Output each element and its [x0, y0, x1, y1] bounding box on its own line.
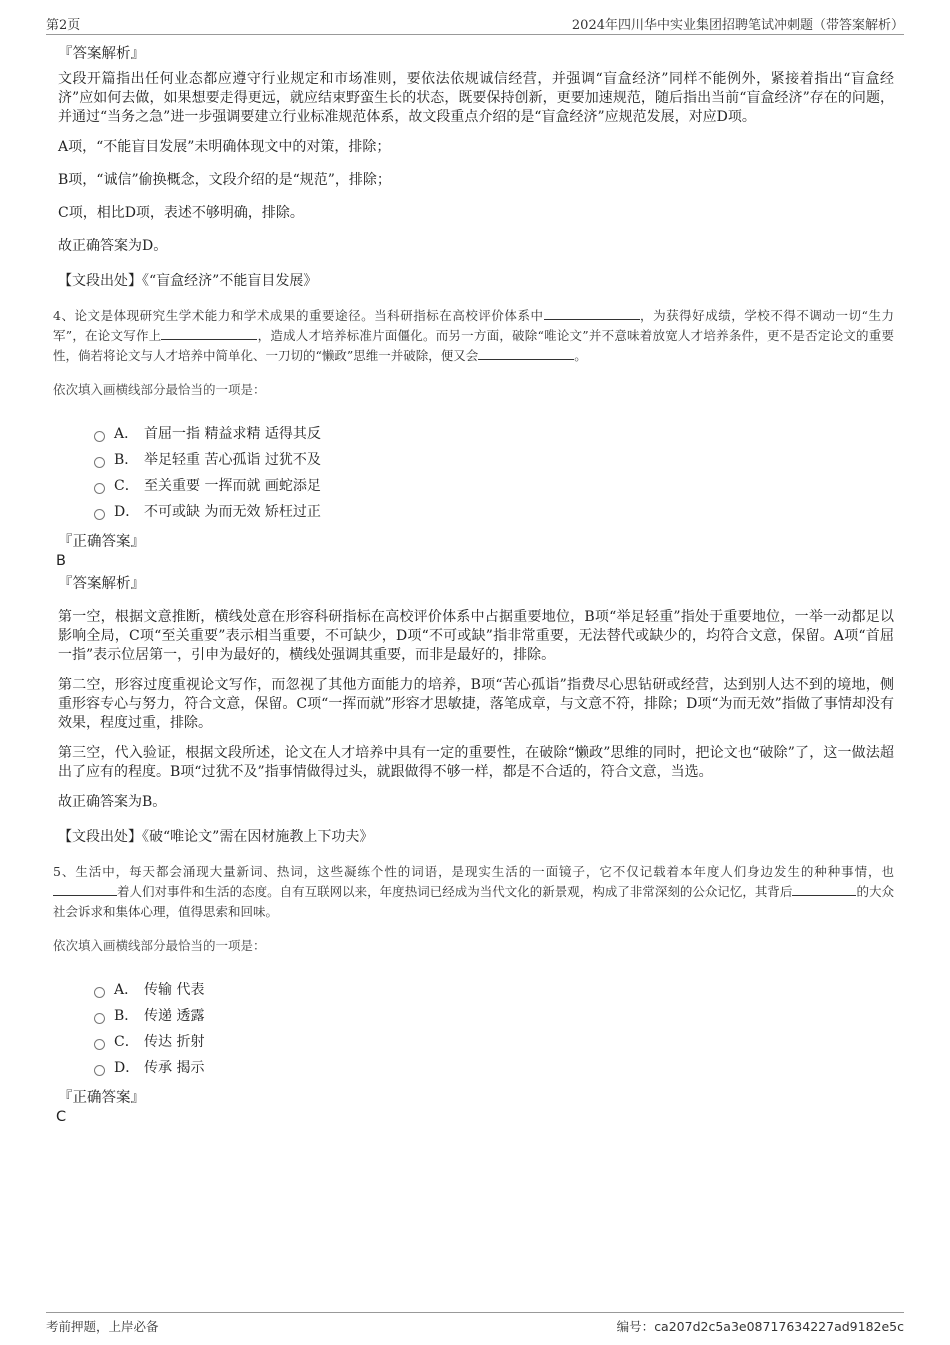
q5-prompt: 依次填入画横线部分最恰当的一项是：	[53, 938, 266, 953]
q4-stem-part-4: 。	[574, 348, 587, 363]
option-letter: C．	[114, 478, 139, 494]
footer-code-label: 编号：	[616, 1319, 655, 1334]
q4-blank-3	[478, 347, 574, 360]
q4-option-a[interactable]	[94, 420, 894, 446]
radio-icon[interactable]	[94, 1065, 105, 1076]
q4-option-b[interactable]	[94, 446, 894, 472]
q4-analysis-conclusion: 故正确答案为B。	[58, 794, 167, 810]
radio-icon[interactable]	[94, 457, 105, 468]
q4-option-d[interactable]	[94, 498, 894, 524]
option-letter: A．	[114, 982, 139, 998]
q3-analysis-conclusion: 故正确答案为D。	[58, 238, 168, 254]
q4-options	[94, 420, 894, 524]
q3-analysis-paragraph: 文段开篇指出任何业态都应遵守行业规定和市场准则，要依法依规诚信经营，并强调“盲盒经济”同样不能例外，紧接着指出“盲盒经济”应如何去做，如果想要走得更远，就应结束野蛮生长的状态，既要保持创新，更要加速规范，随后指出当前“盲盒经济”存在的问题，并通过“当务之急”进一步强调要建立行业标准规范体系，故文段重点介绍的是“盲盒经济”应规范发展，对应D项。	[58, 71, 894, 125]
q4-source: 【文段出处】《破“唯论文”需在因材施教上下功夫》	[58, 829, 374, 845]
q5-correct-answer: C	[56, 1109, 67, 1125]
q3-analysis-option-a: A项，“不能盲目发展”未明确体现文中的对策，排除；	[58, 139, 391, 155]
q5-correct-label: 『正确答案』	[58, 1090, 145, 1106]
q4-analysis-blank-1: 第一空，根据文意推断，横线处意在形容科研指标在高校评价体系中占据重要地位，B项“举足轻重”指处于重要地位，一举一动都足以影响全局，C项“至关重要”表示相当重要，不可缺少，D项“不可或缺”指非常重要，无法替代或缺少的，均符合文意，保留。A项“首屈一指”表示位居第一，引申为最好的，横线处强调其重要，而非是最好的，排除。	[58, 609, 894, 663]
page-footer	[46, 1312, 904, 1337]
footer-slogan: 考前押题，上岸必备	[46, 1319, 159, 1334]
radio-icon[interactable]	[94, 431, 105, 442]
q5-option-b[interactable]	[94, 1002, 894, 1028]
q5-options	[94, 976, 894, 1080]
q4-prompt: 依次填入画横线部分最恰当的一项是：	[53, 382, 266, 397]
q5-stem	[53, 862, 894, 922]
q3-source: 【文段出处】《“盲盒经济”不能盲目发展》	[58, 273, 318, 289]
q3-analysis-option-b: B项，“诚信”偷换概念，文段介绍的是“规范”，排除；	[58, 172, 391, 188]
option-letter: C．	[114, 1034, 139, 1050]
q3-analysis-option-c: C项，相比D项，表述不够明确，排除。	[58, 205, 304, 221]
document-title: 2024年四川华中实业集团招聘笔试冲刺题（带答案解析）	[571, 18, 904, 33]
option-text: 不可或缺 为而无效 矫枉过正	[144, 504, 321, 520]
document-body	[53, 44, 894, 1130]
option-text: 至关重要 一挥而就 画蛇添足	[144, 478, 321, 494]
option-text: 传递 透露	[144, 1008, 205, 1024]
option-text: 传承 揭示	[144, 1060, 205, 1076]
q5-option-c[interactable]	[94, 1028, 894, 1054]
page-number: 第2页	[46, 18, 81, 33]
option-letter: B．	[114, 1008, 139, 1024]
radio-icon[interactable]	[94, 509, 105, 520]
option-text: 首屈一指 精益求精 适得其反	[144, 426, 321, 442]
radio-icon[interactable]	[94, 1013, 105, 1024]
footer-code	[617, 1317, 904, 1335]
radio-icon[interactable]	[94, 987, 105, 998]
q4-option-c[interactable]	[94, 472, 894, 498]
q4-blank-2	[161, 327, 257, 340]
q4-analysis-blank-3: 第三空，代入验证，根据文段所述，论文在人才培养中具有一定的重要性，在破除“懒政”思维的同时，把论文也“破除”了，这一做法超出了应有的程度。B项“过犹不及”指事情做得过头，就跟做得不够一样，都是不合适的，符合文意，当选。	[58, 745, 894, 780]
q3-analysis-label: 『答案解析』	[58, 46, 145, 62]
q5-stem-part-1: 5、生活中，每天都会涌现大量新词、热词，这些凝练个性的词语，是现实生活的一面镜子，它不仅记载着本年度人们身边发生的种种事情，也	[53, 864, 894, 879]
q5-blank-2	[792, 883, 856, 896]
q4-stem-part-1: 4、论文是体现研究生学术能力和学术成果的重要途径。当科研指标在高校评价体系中	[53, 308, 544, 323]
q5-stem-part-2: 着人们对事件和生活的态度。自有互联网以来，年度热词已经成为当代文化的新景观，构成了非常深刻的公众记忆，其背后	[117, 884, 793, 899]
q5-option-a[interactable]	[94, 976, 894, 1002]
q5-blank-1	[53, 883, 117, 896]
q4-stem	[53, 306, 894, 366]
q5-stem-part-3: 的大众社会诉求和集体心理，值得思索和回味。	[53, 884, 894, 919]
option-letter: B．	[114, 452, 139, 468]
option-letter: D．	[114, 1060, 140, 1076]
radio-icon[interactable]	[94, 483, 105, 494]
option-letter: D．	[114, 504, 140, 520]
footer-code-value: ca207d2c5a3e08717634227ad9182e5c	[654, 1319, 904, 1334]
radio-icon[interactable]	[94, 1039, 105, 1050]
q5-option-d[interactable]	[94, 1054, 894, 1080]
option-text: 举足轻重 苦心孤诣 过犹不及	[144, 452, 321, 468]
option-text: 传输 代表	[144, 982, 205, 998]
q4-correct-answer: B	[56, 553, 66, 569]
q4-correct-label: 『正确答案』	[58, 534, 145, 550]
page-header	[46, 12, 904, 35]
option-text: 传达 折射	[144, 1034, 205, 1050]
q4-analysis-label: 『答案解析』	[58, 576, 145, 592]
option-letter: A．	[114, 426, 139, 442]
q4-blank-1	[544, 307, 640, 320]
q4-analysis-blank-2: 第二空，形容过度重视论文写作，而忽视了其他方面能力的培养，B项“苦心孤诣”指费尽心思钻研或经营，达到别人达不到的境地，侧重形容专心与努力，符合文意，保留。C项“一挥而就”形容才思敏捷，落笔成章，与文意不符，排除；D项“为而无效”指做了事情却没有效果，程度过重，排除。	[58, 677, 894, 731]
q4-stem-part-3: ，造成人才培养标准片面僵化。而另一方面，破除“唯论文”并不意味着放宽人才培养条件，更不是否定论文的重要性，倘若将论文与人才培养中简单化、一刀切的“懒政”思维一并破除，便又会	[53, 328, 894, 363]
q4-stem-part-2: ，为获得好成绩，学校不得不调动一切“生力军”，在论文写作上	[53, 308, 894, 343]
